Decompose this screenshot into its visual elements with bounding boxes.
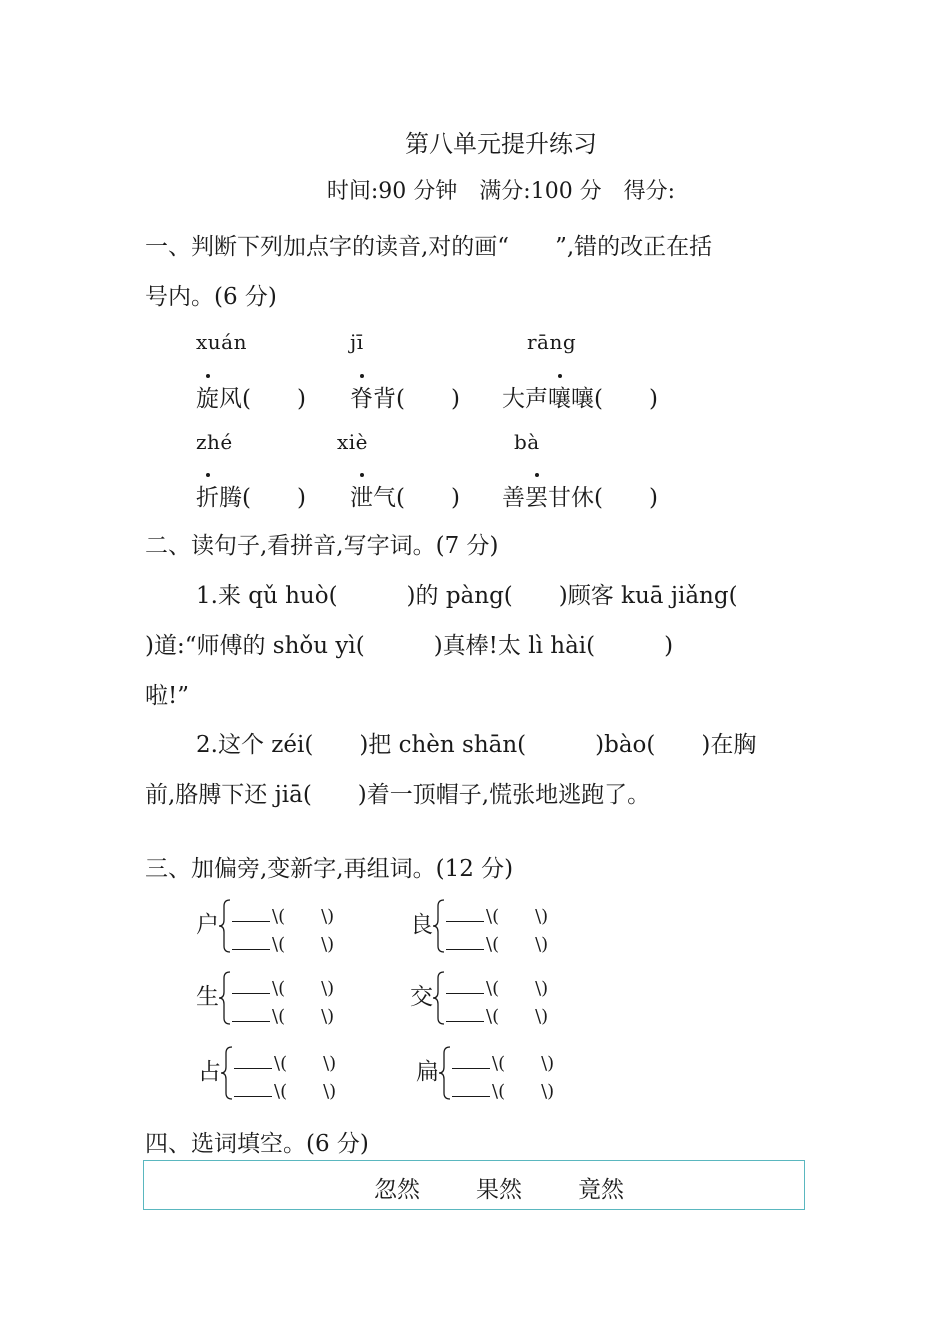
left-brace-icon <box>438 1045 452 1101</box>
word-rest: 甘休( ) <box>548 485 658 511</box>
blank-row-1 <box>446 974 548 1000</box>
blank-row-2 <box>232 1002 334 1028</box>
word-zheteng <box>196 479 306 512</box>
pinyin-ba: bà <box>514 430 540 454</box>
section1-heading-line2: 号内。(6 分) <box>145 284 277 310</box>
exam-meta: 时间:90 分钟 满分:100 分 得分: <box>326 179 676 204</box>
word-xieqi <box>350 479 460 512</box>
q2-line2: 前,胳膊下还 jiā( )着一顶帽子,慌张地逃跑了。 <box>145 782 651 808</box>
q1-line2: )道:“师傅的 shǒu yì( )真棒!太 lì hài( ) <box>145 633 674 659</box>
blank-row-2 <box>446 930 548 956</box>
paren-pair: \( \) <box>274 1053 337 1074</box>
paren-pair: \( \) <box>272 978 335 999</box>
left-brace-icon <box>218 970 232 1026</box>
word-option: 果然 <box>476 1177 522 1203</box>
word-pre: 大声 <box>502 386 548 412</box>
blank-row-2 <box>446 1002 548 1028</box>
dotted-char: 罢 <box>525 479 548 512</box>
word-rest: 腾( ) <box>219 485 306 511</box>
section4-heading: 四、选词填空。(6 分) <box>145 1131 369 1157</box>
section1-heading-line1: 一、判断下列加点字的读音,对的画“ ”,错的改正在括 <box>145 234 713 260</box>
pinyin-zhe: zhé <box>196 430 233 454</box>
dotted-char: 嚷 <box>548 380 571 413</box>
blank-row-2 <box>452 1077 554 1103</box>
paren-pair: \( \) <box>486 978 549 999</box>
word-xuanfeng <box>196 380 306 413</box>
base-char: 交 <box>410 984 433 1010</box>
blank-row-1 <box>446 902 548 928</box>
dotted-char: 脊 <box>350 380 373 413</box>
paren-pair: \( \) <box>272 1006 335 1027</box>
word-bagan <box>502 479 658 512</box>
word-rest: 风( ) <box>219 386 306 412</box>
left-brace-icon <box>220 1045 234 1101</box>
base-char: 户 <box>196 912 219 938</box>
base-char: 占 <box>198 1059 221 1085</box>
word-jibei <box>350 380 460 413</box>
q1-line1: 1.来 qǔ huò( )的 pàng( )顾客 kuā jiǎng( <box>196 583 738 609</box>
pinyin-rang: rāng <box>527 330 577 354</box>
blank-row-2 <box>234 1077 336 1103</box>
pinyin-xie: xiè <box>337 430 369 454</box>
paren-pair: \( \) <box>486 906 549 927</box>
base-char: 生 <box>196 984 219 1010</box>
blank-row-1 <box>452 1049 554 1075</box>
word-pre: 善 <box>502 485 525 511</box>
q1-line3: 啦!” <box>145 683 190 709</box>
q2-line1: 2.这个 zéi( )把 chèn shān( )bào( )在胸 <box>196 732 757 758</box>
base-char: 良 <box>410 912 433 938</box>
section3-heading: 三、加偏旁,变新字,再组词。(12 分) <box>145 856 514 882</box>
page-title: 第八单元提升练习 <box>405 130 597 158</box>
paren-pair: \( \) <box>486 1006 549 1027</box>
paren-pair: \( \) <box>492 1081 555 1102</box>
paren-pair: \( \) <box>274 1081 337 1102</box>
word-rest: 嚷( ) <box>571 386 658 412</box>
left-brace-icon <box>432 898 446 954</box>
paren-pair: \( \) <box>486 934 549 955</box>
pinyin-xuan: xuán <box>196 330 247 354</box>
word-option: 忽然 <box>374 1177 420 1203</box>
blank-row-2 <box>232 930 334 956</box>
dotted-char: 旋 <box>196 380 219 413</box>
word-rangrang <box>502 380 658 413</box>
dotted-char: 折 <box>196 479 219 512</box>
blank-row-1 <box>232 902 334 928</box>
dotted-char: 泄 <box>350 479 373 512</box>
word-rest: 背( ) <box>373 386 460 412</box>
blank-row-1 <box>234 1049 336 1075</box>
left-brace-icon <box>432 970 446 1026</box>
paren-pair: \( \) <box>272 906 335 927</box>
blank-row-1 <box>232 974 334 1000</box>
word-rest: 气( ) <box>373 485 460 511</box>
paren-pair: \( \) <box>492 1053 555 1074</box>
word-bank-box <box>143 1160 805 1210</box>
paren-pair: \( \) <box>272 934 335 955</box>
left-brace-icon <box>218 898 232 954</box>
section2-heading: 二、读句子,看拼音,写字词。(7 分) <box>145 533 499 559</box>
base-char: 扁 <box>416 1059 439 1085</box>
pinyin-ji: jī <box>350 330 364 354</box>
word-option: 竟然 <box>578 1177 624 1203</box>
